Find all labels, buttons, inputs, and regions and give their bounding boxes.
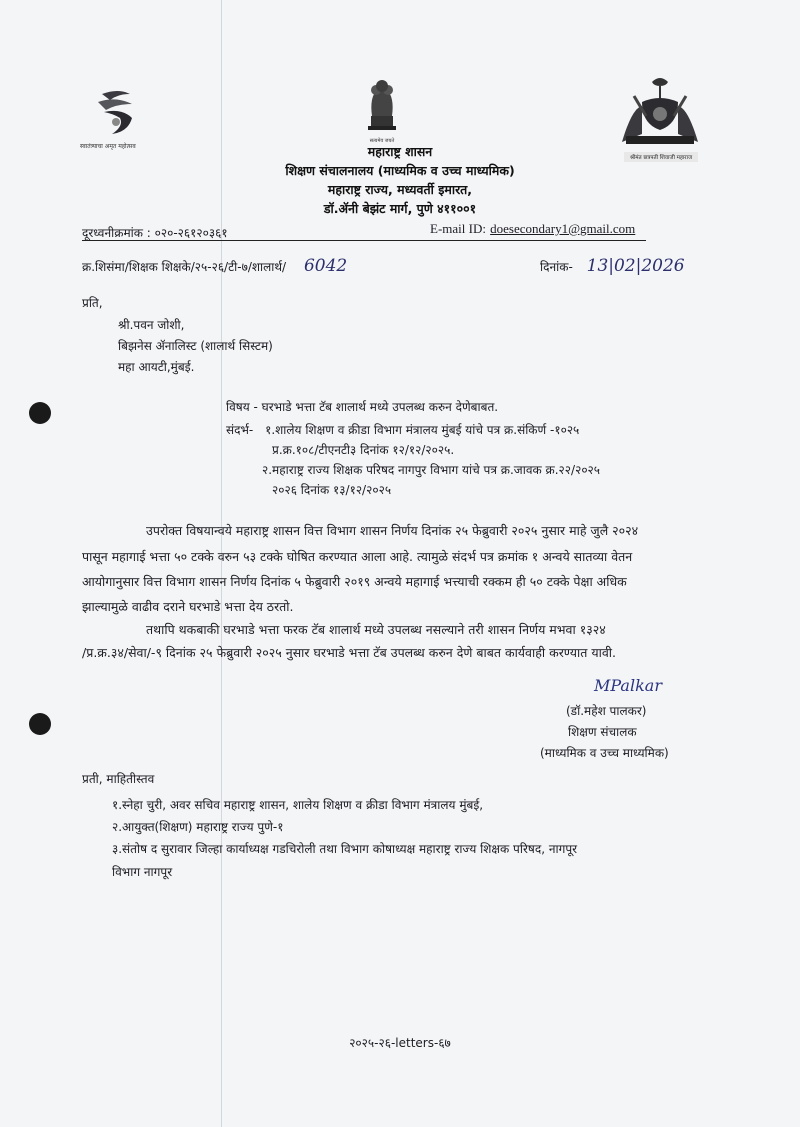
- paragraph-1-line-3: आयोगानुसार वित्त विभाग शासन निर्णय दिनांक ५ फेब्रुवारी २०१९ अन्वये महागाई भत्त्याची रक्कम ही ५० टक्के पेक्षा अधिक: [82, 574, 627, 589]
- reference-2-line-2: २०२६ दिनांक १३/१२/२०२५: [272, 483, 392, 497]
- punch-hole-top: [29, 402, 51, 424]
- recipient-prefix: प्रति,: [82, 296, 103, 310]
- copy-to-label: प्रती, माहितीस्तव: [82, 772, 155, 786]
- email-address[interactable]: doesecondary1@gmail.com: [490, 221, 636, 236]
- recipient-org: महा आयटी,मुंबई.: [118, 360, 195, 374]
- government-name: महाराष्ट्र शासन: [367, 144, 433, 159]
- amrit-mahotsav-logo: [80, 88, 160, 150]
- copy-to-item-2: २.आयुक्त(शिक्षण) महाराष्ट्र राज्य पुणे-१: [112, 820, 284, 834]
- office-name: शिक्षण संचालनालय (माध्यमिक व उच्च माध्यमिक): [285, 163, 515, 178]
- letter-date: [540, 256, 685, 276]
- signature-scribble: MPalkar: [594, 676, 662, 695]
- copy-to-item-1: १.स्नेहा चुरी, अवर सचिव महाराष्ट्र शासन, शालेय शिक्षण व क्रीडा विभाग मंत्रालय मुंबई,: [112, 798, 484, 812]
- recipient-designation: बिझनेस ॲनालिस्ट (शालार्थ सिस्टम): [118, 339, 273, 353]
- phone-number: दूरध्वनीक्रमांक : ०२०-२६१२०३६१: [82, 226, 228, 240]
- paragraph-2-line-2: /प्र.क्र.३४/सेवा/-९ दिनांक २५ फेब्रुवारी २०२५ नुसार घरभाडे भत्ता टॅब उपलब्ध करुन देणे बाबत कार्यवाही करण्यात यावी.: [82, 645, 616, 660]
- punch-hole-bottom: [29, 713, 51, 735]
- paragraph-2-line-1: तथापि थकबाकी घरभाडे भत्ता फरक टॅब शालार्थ मध्ये उपलब्ध नसल्याने तरी शासन निर्णय मभवा १३२४: [146, 622, 606, 637]
- subject-line: विषय - घरभाडे भत्ता टॅब शालार्थ मध्ये उपलब्ध करुन देणेबाबत.: [226, 400, 499, 414]
- footer-letter-id: २०२५-२६-letters-६७: [349, 1036, 451, 1050]
- reference-prefix: क्र.शिसंमा/शिक्षक शिक्षके/२५-२६/टी-७/शालार्थ/: [82, 260, 287, 274]
- email-label: E-mail ID:: [430, 221, 486, 236]
- reference-handwritten-number: 6042: [303, 256, 348, 276]
- address-line-2: डॉ.ॲनी बेझंट मार्ग, पुणे ४११००१: [323, 201, 477, 216]
- date-handwritten: 13|02|2026: [586, 256, 685, 276]
- emblem-motto: सत्यमेव जयते: [369, 138, 395, 144]
- email-block: [430, 221, 635, 237]
- reference-1-line-2: प्र.क्र.१०८/टीएनटी३ दिनांक १२/१२/२०२५.: [272, 443, 455, 457]
- recipient-name: श्री.पवन जोशी,: [118, 318, 185, 332]
- paragraph-1-line-2: पासून महागाई भत्ता ५० टक्के वरुन ५३ टक्के घोषित करण्यात आला आहे. त्यामुळे संदर्भ पत्र क्रमांक १ अन्वये सातव्या वेतन: [82, 549, 633, 564]
- address-line-1: महाराष्ट्र राज्य, मध्यवर्ती इमारत,: [327, 182, 473, 197]
- signatory-department: (माध्यमिक व उच्च माध्यमिक): [540, 746, 669, 760]
- signatory-title: शिक्षण संचालक: [568, 725, 637, 739]
- reference-number: [82, 256, 347, 276]
- national-emblem: [362, 76, 402, 148]
- signatory-name: (डॉ.महेश पालकर): [566, 704, 647, 718]
- date-label: दिनांक-: [540, 260, 573, 274]
- reference-label: संदर्भ-: [226, 423, 254, 437]
- seal-caption: श्रीमंत छत्रपती शिवाजी महाराज: [624, 152, 698, 162]
- header-divider: [82, 240, 646, 241]
- copy-to-item-3-continued: विभाग नागपूर: [112, 865, 173, 879]
- reference-1-text: १.शालेय शिक्षण व क्रीडा विभाग मंत्रालय मुंबई यांचे पत्र क्र.संकिर्ण -१०२५: [265, 423, 580, 437]
- paragraph-1-line-1: उपरोक्त विषयान्वये महाराष्ट्र शासन वित्त विभाग शासन निर्णय दिनांक २५ फेब्रुवारी २०२५ नुसार माहे जुलै २०२४: [146, 523, 639, 538]
- paragraph-1-line-4: झाल्यामुळे वाढीव दराने घरभाडे भत्ता देय ठरतो.: [82, 599, 294, 614]
- reference-2-line-1: २.महाराष्ट्र राज्य शिक्षक परिषद नागपुर विभाग यांचे पत्र क्र.जावक क्र.२२/२०२५: [262, 463, 601, 477]
- amrit-mahotsav-caption: स्वातंत्र्याचा अमृत महोत्सव: [80, 143, 136, 150]
- copy-to-item-3: ३.संतोष द सुरावार जिल्हा कार्याध्यक्ष गडचिरोली तथा विभाग कोषाध्यक्ष महाराष्ट्र राज्य शिक्षक परिषद, नागपूर: [112, 842, 578, 856]
- reference-1-line-1: [226, 421, 579, 438]
